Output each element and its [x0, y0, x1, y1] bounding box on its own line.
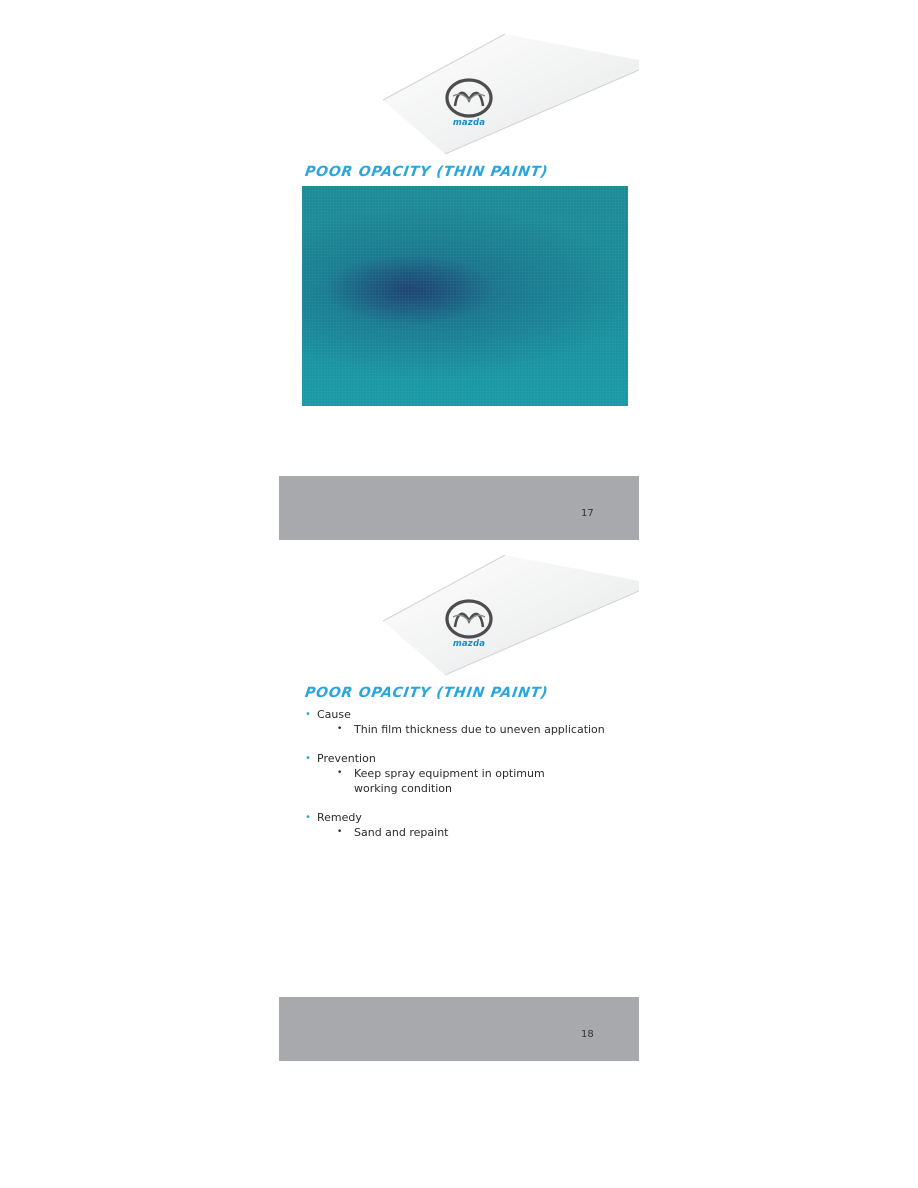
sub-bullet — [305, 825, 625, 840]
bullet-list — [305, 707, 625, 854]
section-cause — [305, 707, 625, 737]
page-number: 17 — [581, 508, 594, 519]
bullet-icon: • — [337, 827, 343, 837]
sub-bullet-text: Thin film thickness due to uneven application — [354, 723, 605, 736]
section-remedy — [305, 810, 625, 840]
mazda-wordmark: mazda — [452, 118, 486, 128]
header-banner — [279, 34, 639, 154]
slide-title: POOR OPACITY (THIN PAINT) — [303, 685, 550, 701]
slide-17 — [279, 34, 639, 540]
sub-bullet-text: Keep spray equipment in optimum working condition — [354, 767, 545, 795]
slide-footer — [279, 476, 639, 540]
slide-title: POOR OPACITY (THIN PAINT) — [303, 164, 550, 180]
sub-bullet-text: Sand and repaint — [354, 826, 449, 839]
bullet-icon: • — [305, 812, 311, 823]
slide-footer — [279, 997, 639, 1061]
thin-paint-photo — [302, 186, 628, 406]
sub-bullet — [305, 766, 584, 796]
bullet-heading — [305, 707, 625, 722]
bullet-icon: • — [305, 753, 311, 764]
slide-18 — [279, 555, 639, 1061]
header-banner — [279, 555, 639, 675]
section-prevention — [305, 751, 625, 796]
photo-grain — [302, 186, 628, 406]
bullet-icon: • — [337, 768, 343, 778]
heading-text: Prevention — [317, 752, 376, 765]
bullet-heading — [305, 810, 625, 825]
mazda-wordmark: mazda — [452, 639, 486, 649]
bullet-icon: • — [305, 709, 311, 720]
bullet-heading — [305, 751, 625, 766]
bullet-icon: • — [337, 724, 343, 734]
heading-text: Remedy — [317, 811, 362, 824]
heading-text: Cause — [317, 708, 351, 721]
sub-bullet — [305, 722, 625, 737]
page-number: 18 — [581, 1029, 594, 1040]
